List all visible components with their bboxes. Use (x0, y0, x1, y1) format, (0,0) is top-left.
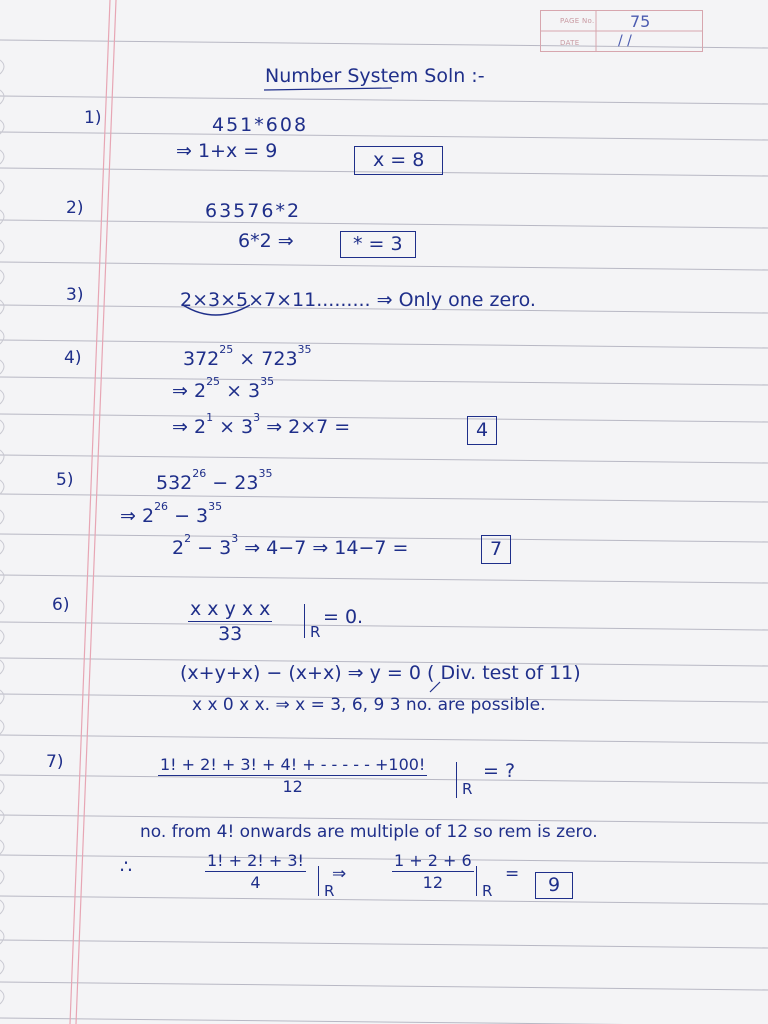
q7-remainder-label-3: R (482, 882, 493, 900)
q2-answer-box: * = 3 (340, 231, 416, 258)
question-number: 3) (66, 285, 84, 305)
binding-ring (0, 990, 4, 1004)
ruled-line (0, 855, 768, 863)
binding-ring (0, 900, 4, 914)
binding-ring (0, 540, 4, 554)
binding-ring (0, 840, 4, 854)
ruled-line (0, 340, 768, 348)
binding-ring (0, 510, 4, 524)
q6-remainder-label: R (310, 623, 321, 641)
ruled-line (0, 735, 768, 743)
ruled-line (0, 982, 768, 990)
ruled-line (0, 262, 768, 270)
binding-ring (0, 60, 4, 74)
q4-line-2: ⇒ $2^{25} \times 3^{35}$ (172, 375, 275, 402)
q7-fraction-3: $\frac{1 + 2 + 6}{12}$ (394, 851, 472, 892)
q7-fraction-2: $\frac{1! + 2! + 3!}{4}$ (207, 851, 304, 892)
page-no-label: PAGE No. (560, 17, 595, 25)
date-value: / / (618, 33, 632, 49)
binding-ring (0, 810, 4, 824)
q7-remainder-bar (456, 762, 457, 798)
page-title: Number System Soln :- (265, 65, 485, 87)
q2-line-2: 6*2 ⇒ (238, 230, 294, 252)
binding-ring (0, 330, 4, 344)
date-label: DATE (560, 39, 580, 47)
ruled-line (0, 96, 768, 104)
binding-ring (0, 150, 4, 164)
q1-line-2: ⇒ 1+x = 9 (176, 140, 278, 162)
page-number: 75 (630, 12, 651, 31)
binding-ring (0, 960, 4, 974)
q7-arrow: ⇒ (332, 864, 347, 884)
binding-ring (0, 780, 4, 794)
binding-ring (0, 300, 4, 314)
binding-ring (0, 570, 4, 584)
q7-answer-box: 9 (535, 872, 573, 899)
q7-remainder-label: R (462, 780, 473, 798)
binding-ring (0, 720, 4, 734)
ruled-line (0, 494, 768, 502)
q4-answer-box: 4 (467, 416, 497, 445)
q7-equals-2: = (505, 864, 520, 884)
q1-line-1: 451*608 (212, 114, 309, 136)
q5-line-3: $2^2 - 3^3$ ⇒ 4−7 ⇒ 14−7 = (172, 532, 409, 559)
q2-line-1: 63576*2 (205, 200, 302, 222)
q7-remainder-bar-2 (318, 866, 319, 896)
ruled-line (0, 377, 768, 385)
ruled-line (0, 1018, 768, 1024)
q7-remainder-bar-3 (476, 866, 477, 896)
q6-fraction: $\frac{\text{x x y x x}}{33}$ (190, 598, 271, 645)
ruled-line (0, 455, 768, 463)
q6-line-2: (x+y+x) − (x+x) ⇒ y = 0 ( Div. test of 11) (180, 662, 581, 684)
binding-ring (0, 210, 4, 224)
q6-remainder-bar (304, 604, 305, 638)
question-number: 2) (66, 198, 84, 218)
q5-line-2: ⇒ $2^{26} - 3^{35}$ (120, 500, 223, 527)
ruled-line (0, 896, 768, 904)
q3-line-1: 2×3×5×7×11......... ⇒ Only one zero. (180, 289, 536, 311)
q7-equals: = ? (483, 760, 516, 782)
page-date-stamp (540, 10, 703, 52)
binding-ring (0, 420, 4, 434)
q4-line-3: ⇒ $2^1 \times 3^3$ ⇒ 2×7 = (172, 411, 351, 438)
binding-ring (0, 360, 4, 374)
binding-ring (0, 390, 4, 404)
question-number: 1) (84, 108, 102, 128)
question-number: 5) (56, 470, 74, 490)
q7-remainder-label-2: R (324, 882, 335, 900)
binding-ring (0, 450, 4, 464)
q5-answer-box: 7 (481, 535, 511, 564)
binding-ring (0, 930, 4, 944)
q7-fraction: $\frac{1! + 2! + 3! + 4! + - - - - - +100!}{12}$ (160, 755, 426, 796)
q1-answer-box: x = 8 (354, 146, 443, 175)
binding-ring (0, 180, 4, 194)
question-number: 4) (64, 348, 82, 368)
ruled-line (0, 220, 768, 228)
question-number: 7) (46, 752, 64, 772)
binding-ring (0, 630, 4, 644)
binding-ring (0, 240, 4, 254)
q7-therefore: ∴ (120, 856, 133, 878)
binding-ring (0, 660, 4, 674)
ruled-line (0, 575, 768, 583)
ruled-line (0, 940, 768, 948)
ruled-line (0, 622, 768, 630)
binding-ring (0, 690, 4, 704)
question-number: 6) (52, 595, 70, 615)
q6-line-3: x x 0 x x. ⇒ x = 3, 6, 9 3 no. are possible. (192, 695, 546, 715)
q6-equals: = 0. (323, 606, 364, 628)
binding-ring (0, 90, 4, 104)
ruled-line (0, 414, 768, 422)
binding-ring (0, 750, 4, 764)
q7-line-2: no. from 4! onwards are multiple of 12 so rem is zero. (140, 822, 598, 842)
q5-line-1: $532^{26} - 23^{35}$ (156, 467, 273, 494)
binding-ring (0, 600, 4, 614)
binding-ring (0, 270, 4, 284)
binding-ring (0, 870, 4, 884)
q4-line-1: $372^{25} \times 723^{35}$ (183, 343, 312, 370)
ruled-line (0, 132, 768, 140)
binding-ring (0, 480, 4, 494)
